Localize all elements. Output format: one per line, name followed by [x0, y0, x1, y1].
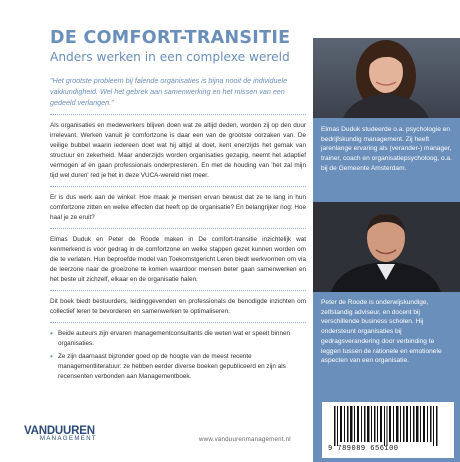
isbn-number: 9 789089 656100	[328, 445, 399, 453]
paragraph-4: Dit boek biedt bestuurders, leidinggevenden en professionals de benodigde inzichten om collectief leren te bevorderen en samenwerken te optimaliseren.	[50, 298, 306, 315]
portrait-illustration	[313, 202, 460, 292]
bullet-list	[50, 329, 306, 382]
book-subtitle: Anders werken in een complexe wereld	[50, 50, 290, 64]
bullet-icon: •	[50, 329, 53, 338]
divider	[50, 322, 306, 323]
paragraph-3: Elmas Duduk en Peter de Roode maken in De comfort-transitie inzichtelijk wat kenmerkend is voor gedrag in de comfortzone en welke stappen gezet kunnen worden om die te verlaten. Hun beproefde model van Toekomstgericht Leren biedt werkvormen om via de leerzone naar de groeizone te komen waardoor mensen beter gaan samenwerken en het beste uit zichzelf, elkaar en de organisatie halen.	[50, 236, 306, 283]
portrait-illustration	[313, 38, 460, 118]
paragraph-2: Er is dus werk aan de winkel: Hoe maak je mensen ervan bewust dat ze te lang in hun comfortzone zitten en welke effecten dat heeft op de organisatie? En belangrijker nog: Hoe haal je ze eruit?	[50, 194, 306, 221]
publisher-logo	[24, 425, 97, 442]
author-sidebar	[313, 38, 460, 462]
divider	[50, 228, 306, 229]
author-photo-elmas	[313, 38, 460, 118]
publisher-name: VANDUUREN	[24, 425, 95, 437]
publisher-imprint: MANAGEMENT	[40, 436, 98, 442]
book-title: DE COMFORT-TRANSITIE	[50, 28, 291, 48]
author-bio-peter: Peter de Roode is onderwijskundige, zelfstandig adviseur, en docent bij verschillende business scholen. Hij ondersteunt organisaties bij gedragsverandering door verbinding te leggen tussen de rationele en emotionele aspecten van een organisatie.	[321, 299, 442, 365]
divider	[50, 114, 306, 115]
divider	[50, 186, 306, 187]
bullet-icon: •	[50, 352, 53, 361]
isbn-barcode	[322, 402, 454, 458]
bullet-text: Ze zijn daarnaast bijzonder goed op de hoogte van de meest recente managementliteratuur: ze hebben eerder diverse boeken gepubliceerd en zijn als recensenten verbonden aan Managementboek.	[58, 353, 286, 380]
divider	[50, 290, 306, 291]
author-photo-peter	[313, 202, 460, 292]
blurb-column	[50, 72, 306, 385]
author-bio-elmas: Elmas Duduk studeerde o.a. psychologie en bedrijfskundig management. Zij heeft jarenlange ervaring als (verander-) manager, trainer, coach en organisatiepsycholoog, o.a. bij de Gemeente Amsterdam.	[321, 126, 452, 172]
pull-quote: "Het grootste probleem bij falende organisaties is bijna nooit de individuele vakkundigheid. Wel het gebrek aan samenwerking en het missen van een gedeeld verlangen."	[50, 76, 288, 107]
paragraph-1: Als organisaties en medewerkers blijven doen wat ze altijd deden, worden zij op den duur irrelevant. Werken vanuit je comfortzone is daar een van de grootste oorzaken van. De veilige bubbel waarin iedereen doet wat hij altijd al doet, kent enerzijds het gemak van structuur en zekerheid. Maar anderzijds worden organisaties gezapig, neemt het adaptief vermogen af en gaan professionals onderpresteren. En met de houding van 'het zal mijn tijd wel duren' red je het in deze VUCA-wereld niet meer.	[50, 122, 306, 179]
publisher-website[interactable]: www.vanduurenmanagement.nl	[199, 436, 291, 443]
list-item	[50, 352, 306, 382]
list-item	[50, 329, 306, 349]
bullet-text: Beide auteurs zijn ervaren managementconsultants die weten wat er speelt binnen organisaties.	[58, 330, 291, 347]
